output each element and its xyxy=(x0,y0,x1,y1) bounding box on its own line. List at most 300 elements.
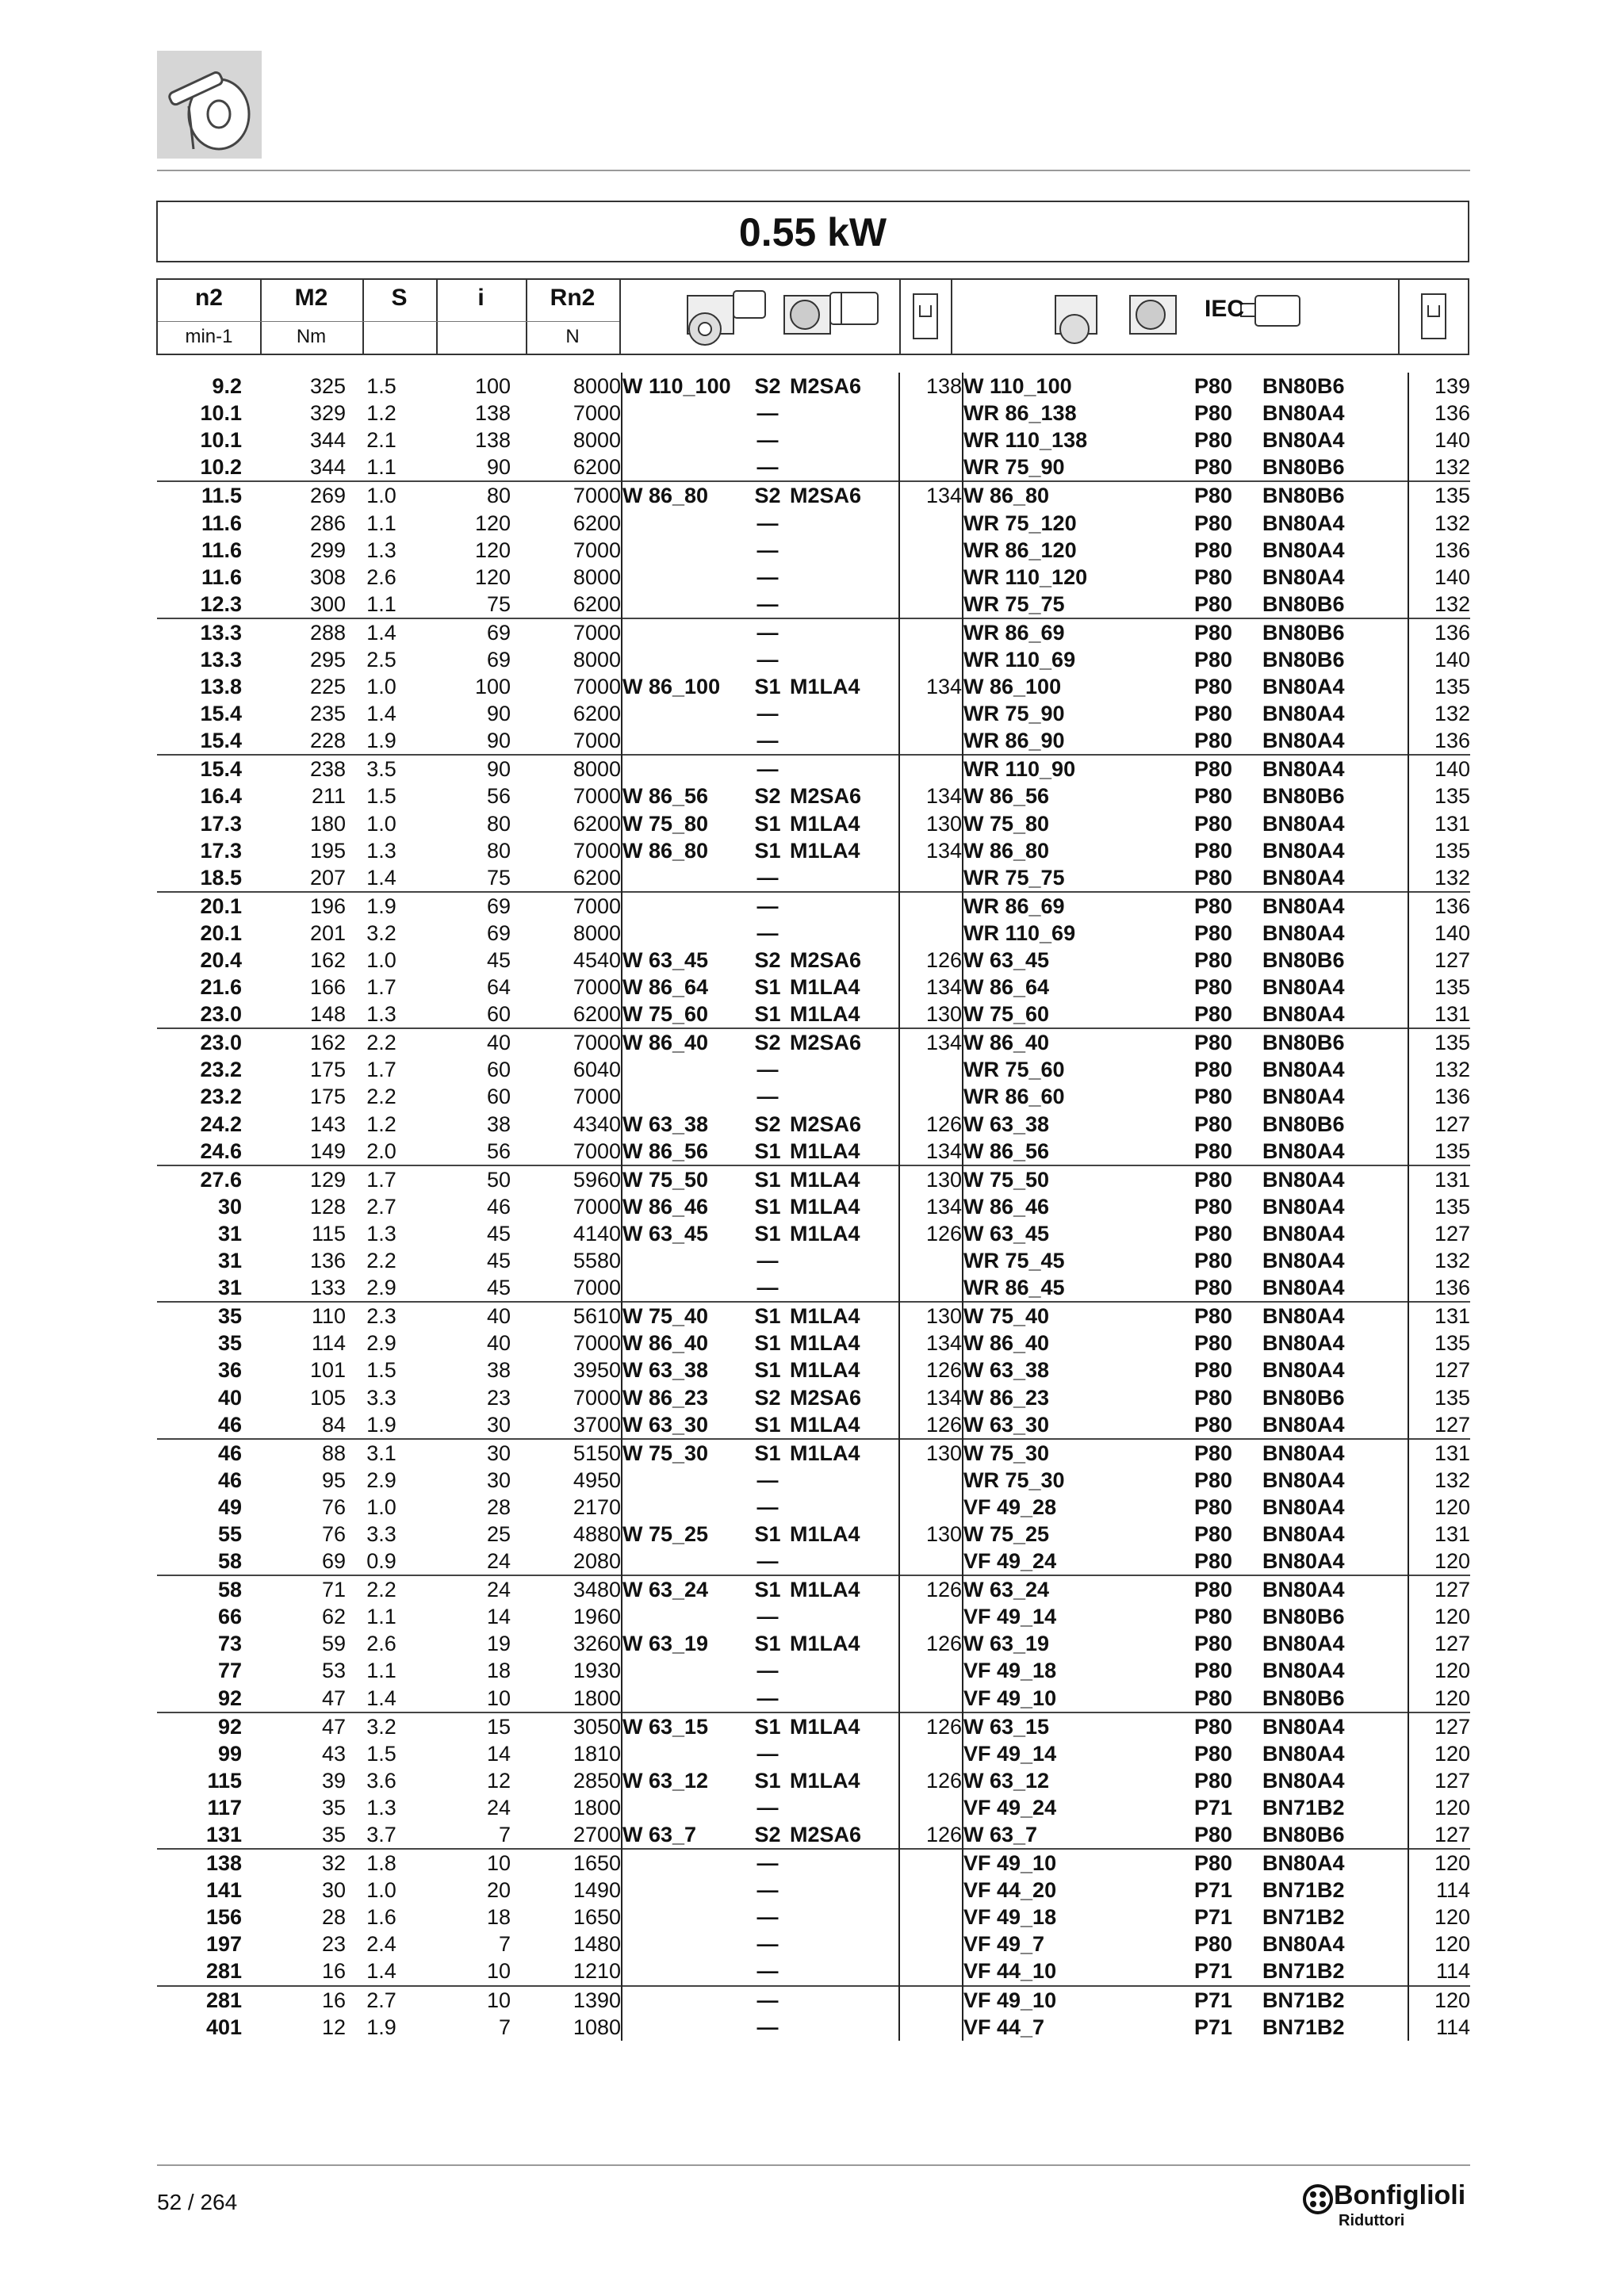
iec-flange-cell: P80 xyxy=(1194,1276,1233,1300)
gearmotor-model-cell: W 63_38 xyxy=(622,1357,745,1383)
ratio-cell: 38 xyxy=(486,1358,511,1383)
n2-cell: 156 xyxy=(205,1905,242,1930)
gearmotor-sf-cell: — xyxy=(745,1986,790,2014)
iec-flange-cell: P71 xyxy=(1194,1959,1233,1984)
radial-load-cell: 7000 xyxy=(573,1194,621,1219)
m2-cell: 84 xyxy=(321,1412,346,1437)
gearmotor-model-cell xyxy=(622,1849,745,1877)
gearmotor-page-cell: 138 xyxy=(899,373,963,400)
motor-type-cell xyxy=(790,537,899,564)
gearmotor-model-cell: W 86_56 xyxy=(622,1138,745,1165)
gearmotor-sf-cell: — xyxy=(756,729,779,753)
m2-cell: 149 xyxy=(309,1138,346,1163)
service-factor-cell: 3.6 xyxy=(366,1768,396,1793)
n2-cell: 31 xyxy=(217,1249,242,1273)
iec-model-cell: W 86_100 xyxy=(963,673,1194,700)
iec-flange-cell: P80 xyxy=(1194,1358,1233,1383)
gearmotor-page-cell xyxy=(899,727,963,755)
motor-type-cell xyxy=(790,755,899,783)
n2-cell: 23.2 xyxy=(200,1085,242,1109)
gearmotor-page-cell: 134 xyxy=(899,974,963,1001)
iec-motor-cell: BN80A4 xyxy=(1262,1549,1345,1574)
iec-flange-cell: P80 xyxy=(1194,920,1233,945)
gearmotor-model-cell xyxy=(622,1056,745,1083)
iec-flange-cell: P80 xyxy=(1194,1165,1262,1193)
table-row xyxy=(157,1986,1470,2014)
iec-flange-cell: P80 xyxy=(1194,511,1233,535)
iec-flange-cell: P80 xyxy=(1194,1575,1262,1603)
service-factor-cell: 1.5 xyxy=(366,1741,396,1766)
m2-cell: 69 xyxy=(321,1549,346,1574)
service-factor-cell: 1.1 xyxy=(366,455,396,480)
iec-page-cell: 120 xyxy=(1408,1657,1470,1684)
iec-page-cell: 135 xyxy=(1408,481,1470,509)
service-factor-cell: 1.3 xyxy=(366,1795,396,1820)
iec-flange-cell: P80 xyxy=(1194,455,1233,480)
gearmotor-page-cell xyxy=(899,1548,963,1575)
gearmotor-page-cell: 134 xyxy=(899,673,963,700)
header-s: S xyxy=(391,285,408,311)
table-row xyxy=(157,1657,1470,1684)
radial-load-cell: 7000 xyxy=(511,1028,622,1056)
service-factor-cell: 1.5 xyxy=(366,1358,396,1383)
iec-motor-cell: BN80A4 xyxy=(1262,1412,1345,1437)
ratio-cell: 30 xyxy=(486,1468,511,1492)
gearmotor-sf-cell: — xyxy=(756,2015,779,2039)
iec-model-cell: W 86_64 xyxy=(963,974,1194,1001)
iec-page-cell: 120 xyxy=(1408,1685,1470,1712)
gearmotor-model-cell: W 63_15 xyxy=(622,1712,745,1740)
service-factor-cell: 1.0 xyxy=(366,1494,396,1519)
iec-page-cell: 120 xyxy=(1408,1904,1470,1931)
table-row xyxy=(157,1357,1470,1383)
gearmotor-sf-cell: S1 xyxy=(754,838,781,863)
m2-cell: 59 xyxy=(321,1632,346,1656)
m2-cell: 23 xyxy=(321,1932,346,1957)
iec-model-cell: WR 86_90 xyxy=(963,727,1194,755)
gearmotor-model-cell: W 63_45 xyxy=(622,947,745,974)
iec-model-cell: WR 110_120 xyxy=(963,564,1194,591)
n2-cell: 197 xyxy=(205,1932,242,1957)
gearmotor-sf-cell: — xyxy=(756,1085,779,1109)
brand-subtitle: Riduttori xyxy=(1339,2212,1405,2229)
iec-flange-cell: P80 xyxy=(1194,401,1233,426)
gearmotor-sf-cell: S2 xyxy=(754,1112,781,1136)
motor-type-cell: M1LA4 xyxy=(790,811,860,836)
m2-cell: 30 xyxy=(321,1878,346,1903)
radial-load-cell: 3480 xyxy=(511,1575,622,1603)
gearmotor-page-cell xyxy=(899,2014,963,2041)
n2-cell: 13.3 xyxy=(200,647,242,672)
iec-flange-cell: P80 xyxy=(1194,1659,1233,1683)
iec-flange-cell: P80 xyxy=(1194,784,1233,809)
gearmotor-sf-cell: — xyxy=(756,455,779,480)
iec-motor-cell: BN80B6 xyxy=(1262,1823,1345,1847)
service-factor-cell: 3.5 xyxy=(346,755,417,783)
table-row xyxy=(157,1083,1470,1110)
m2-cell: 43 xyxy=(321,1741,346,1766)
motor-type-cell: M2SA6 xyxy=(790,1028,899,1056)
iec-model-cell: VF 49_24 xyxy=(963,1548,1194,1575)
n2-cell: 13.3 xyxy=(157,618,242,646)
motor-type-cell xyxy=(790,1685,899,1712)
service-factor-cell: 1.0 xyxy=(366,1878,396,1903)
radial-load-cell: 4140 xyxy=(573,1221,621,1246)
gearmotor-page-cell xyxy=(899,591,963,618)
motor-type-cell: M1LA4 xyxy=(790,1632,860,1656)
iec-flange-cell: P80 xyxy=(1194,1605,1233,1629)
iec-motor-cell: BN80B6 xyxy=(1262,374,1345,399)
gearmotor-page-cell xyxy=(899,1247,963,1274)
motor-type-cell xyxy=(790,1877,899,1904)
gearmotor-sf-cell: — xyxy=(745,618,790,646)
iec-page-cell: 120 xyxy=(1408,1849,1470,1877)
n2-cell: 16.4 xyxy=(200,784,242,809)
motor-type-cell xyxy=(790,646,899,673)
table-row xyxy=(157,481,1470,509)
table-row xyxy=(157,1575,1470,1603)
gearmotor-model-cell: W 75_25 xyxy=(622,1521,745,1548)
radial-load-cell: 6200 xyxy=(573,1002,621,1027)
iec-page-cell: 131 xyxy=(1408,1001,1470,1028)
brand-name: Bonfiglioli xyxy=(1334,2180,1466,2210)
page-number: 52 / 264 xyxy=(157,2190,238,2214)
gearmotor-sf-cell: S1 xyxy=(745,1712,790,1740)
table-row xyxy=(157,1767,1470,1794)
gearmotor-model-cell: W 75_30 xyxy=(622,1439,745,1467)
gearmotor-model-cell xyxy=(622,591,745,618)
radial-load-cell: 6200 xyxy=(573,811,621,836)
ratio-cell: 18 xyxy=(486,1905,511,1930)
iec-flange-cell: P71 xyxy=(1194,2015,1233,2039)
m2-cell: 162 xyxy=(309,948,346,973)
iec-page-cell: 132 xyxy=(1408,1056,1470,1083)
table-row xyxy=(157,1521,1470,1548)
n2-cell: 10.1 xyxy=(200,428,242,453)
m2-cell: 95 xyxy=(321,1468,346,1492)
iec-motor-cell: BN80B6 xyxy=(1262,481,1408,509)
motor-type-cell: M2SA6 xyxy=(790,481,899,509)
m2-cell: 47 xyxy=(321,1686,346,1710)
iec-flange-cell: P80 xyxy=(1194,1221,1233,1246)
ratio-cell: 80 xyxy=(417,481,511,509)
iec-flange-cell: P80 xyxy=(1194,1768,1233,1793)
gearmotor-model-cell: W 75_80 xyxy=(622,810,745,837)
iec-flange-cell: P80 xyxy=(1194,647,1233,672)
service-factor-cell: 2.3 xyxy=(346,1302,417,1330)
iec-model-cell: W 110_100 xyxy=(963,373,1194,400)
n2-cell: 18.5 xyxy=(200,865,242,890)
gearmotor-page-cell: 126 xyxy=(899,1767,963,1794)
m2-cell: 114 xyxy=(311,1331,346,1356)
ratio-cell: 50 xyxy=(417,1165,511,1193)
iec-motor-cell: BN80A4 xyxy=(1262,564,1345,589)
gearmotor-model-cell: W 63_24 xyxy=(622,1575,745,1603)
table-row xyxy=(157,864,1470,892)
motor-type-cell: M1LA4 xyxy=(790,1521,860,1546)
iec-flange-cell: P80 xyxy=(1194,1632,1233,1656)
gearmotor-model-cell: W 63_7 xyxy=(622,1821,745,1849)
gearmotor-sf-cell: — xyxy=(756,1959,779,1984)
iec-label: IEC xyxy=(1205,296,1245,322)
iec-model-cell: W 63_45 xyxy=(963,1220,1194,1247)
iec-flange-cell: P80 xyxy=(1194,755,1262,783)
iec-flange-cell: P80 xyxy=(1194,1741,1233,1766)
m2-cell: 12 xyxy=(321,2015,346,2039)
iec-motor-cell: BN80B6 xyxy=(1262,1028,1408,1056)
gearmotor-model-cell xyxy=(622,1274,745,1302)
n2-cell: 40 xyxy=(217,1385,242,1410)
gearmotor-model-cell xyxy=(622,537,745,564)
n2-cell: 92 xyxy=(217,1686,242,1710)
n2-cell: 138 xyxy=(157,1849,242,1877)
gearmotor-page-cell: 126 xyxy=(899,1411,963,1439)
iec-motor-cell: BN80A4 xyxy=(1262,729,1345,753)
iec-model-cell: VF 49_28 xyxy=(963,1494,1194,1521)
radial-load-cell: 7000 xyxy=(573,1385,621,1410)
radial-load-cell: 6200 xyxy=(573,702,621,726)
iec-page-cell: 135 xyxy=(1408,1193,1470,1220)
m2-cell: 175 xyxy=(309,1058,346,1082)
m2-cell: 228 xyxy=(309,729,346,753)
iec-model-cell: W 63_15 xyxy=(963,1712,1194,1740)
service-factor-cell: 1.9 xyxy=(346,892,417,920)
gearmotor-sf-cell: S1 xyxy=(754,1138,781,1163)
gearmotor-page-cell: 134 xyxy=(899,1193,963,1220)
service-factor-cell: 3.3 xyxy=(366,1385,396,1410)
service-factor-cell: 2.2 xyxy=(366,1085,396,1109)
iec-page-cell: 140 xyxy=(1408,920,1470,947)
gearmotor-model-cell: W 86_40 xyxy=(622,1330,745,1357)
ratio-cell: 40 xyxy=(417,1302,511,1330)
radial-load-cell: 6200 xyxy=(573,511,621,535)
n2-cell: 15.4 xyxy=(200,729,242,753)
service-factor-cell: 1.1 xyxy=(366,511,396,535)
motor-type-cell xyxy=(790,1931,899,1957)
motor-type-cell xyxy=(790,2014,899,2041)
gearmotor-model-cell: W 86_46 xyxy=(622,1193,745,1220)
m2-cell: 88 xyxy=(242,1439,346,1467)
gearmotor-page-cell: 134 xyxy=(899,1383,963,1410)
iec-motor-cell: BN80B6 xyxy=(1262,647,1345,672)
iec-page-cell: 136 xyxy=(1408,727,1470,755)
ratio-cell: 10 xyxy=(417,1849,511,1877)
gearmotor-sf-cell: S1 xyxy=(754,1768,781,1793)
motor-type-cell xyxy=(790,564,899,591)
ratio-cell: 80 xyxy=(486,838,511,863)
ratio-cell: 90 xyxy=(486,729,511,753)
iec-model-cell: WR 110_138 xyxy=(963,427,1194,453)
m2-cell: 76 xyxy=(321,1521,346,1546)
n2-cell: 35 xyxy=(157,1302,242,1330)
iec-motor-cell: BN80A4 xyxy=(1262,1221,1345,1246)
iec-model-cell: VF 49_18 xyxy=(963,1904,1194,1931)
motor-type-cell xyxy=(790,1986,899,2014)
gearmotor-sf-cell: — xyxy=(756,564,779,589)
n2-cell: 58 xyxy=(217,1549,242,1574)
gearmotor-sf-cell: — xyxy=(756,1659,779,1683)
motor-type-cell: M2SA6 xyxy=(790,374,862,399)
iec-motor-cell: BN80A4 xyxy=(1262,1358,1345,1383)
iec-flange-cell: P71 xyxy=(1194,1878,1233,1903)
n2-cell: 92 xyxy=(157,1712,242,1740)
m2-cell: 329 xyxy=(309,401,346,426)
motor-type-cell: M2SA6 xyxy=(790,1112,862,1136)
radial-load-cell: 7000 xyxy=(573,1276,621,1300)
n2-cell: 77 xyxy=(217,1659,242,1683)
iec-flange-cell: P80 xyxy=(1194,1112,1233,1136)
gearmotor-page-cell xyxy=(899,892,963,920)
radial-load-cell: 8000 xyxy=(573,374,621,399)
motor-type-cell: M1LA4 xyxy=(790,675,860,699)
table-row xyxy=(157,1193,1470,1220)
gearmotor-page-cell: 130 xyxy=(899,1302,963,1330)
service-factor-cell: 1.4 xyxy=(366,1686,396,1710)
page-ref-icon xyxy=(1398,280,1469,354)
table-row xyxy=(157,700,1470,727)
iec-page-cell: 127 xyxy=(1408,1220,1470,1247)
n2-cell: 23.2 xyxy=(200,1058,242,1082)
gearmotor-model-cell xyxy=(622,1877,745,1904)
iec-model-cell: WR 75_30 xyxy=(963,1467,1194,1494)
m2-cell: 115 xyxy=(311,1221,346,1246)
n2-cell: 24.2 xyxy=(200,1112,242,1136)
iec-page-cell: 140 xyxy=(1408,646,1470,673)
iec-page-cell: 135 xyxy=(1408,673,1470,700)
iec-page-cell: 135 xyxy=(1408,1383,1470,1410)
iec-page-cell: 135 xyxy=(1408,1330,1470,1357)
iec-motor-cell: BN80A4 xyxy=(1262,755,1408,783)
iec-page-cell: 120 xyxy=(1408,1986,1470,2014)
motor-type-cell xyxy=(790,1603,899,1630)
ratio-cell: 28 xyxy=(486,1494,511,1519)
gearmotor-sf-cell: — xyxy=(756,1549,779,1574)
gearmotor-model-cell: W 86_56 xyxy=(622,783,745,809)
table-row xyxy=(157,646,1470,673)
gearmotor-page-cell xyxy=(899,646,963,673)
ratio-cell: 120 xyxy=(474,538,511,562)
iec-model-cell: VF 49_7 xyxy=(963,1931,1194,1957)
m2-cell: 300 xyxy=(309,591,346,616)
gearmotor-model-cell xyxy=(622,1657,745,1684)
table-row xyxy=(157,1904,1470,1931)
table-row xyxy=(157,1056,1470,1083)
radial-load-cell: 7000 xyxy=(573,838,621,863)
iec-flange-cell: P80 xyxy=(1194,1932,1233,1957)
gearmotor-model-cell xyxy=(622,892,745,920)
radial-load-cell: 5150 xyxy=(511,1439,622,1467)
iec-motor-cell: BN80A4 xyxy=(1262,1521,1345,1546)
gearmotor-selection-table xyxy=(157,373,1470,2041)
service-factor-cell: 1.4 xyxy=(366,865,396,890)
top-rule xyxy=(157,170,1470,171)
m2-cell: 344 xyxy=(309,428,346,453)
iec-flange-cell: P80 xyxy=(1194,481,1262,509)
iec-flange-cell: P80 xyxy=(1194,1521,1233,1546)
radial-load-cell: 7000 xyxy=(573,538,621,562)
gearmotor-sf-cell: — xyxy=(756,1058,779,1082)
service-factor-cell: 1.5 xyxy=(366,784,396,809)
gearmotor-model-cell xyxy=(622,864,745,892)
ratio-cell: 75 xyxy=(486,591,511,616)
iec-model-cell: W 75_40 xyxy=(963,1302,1194,1330)
service-factor-cell: 2.2 xyxy=(346,1028,417,1056)
gearmotor-page-cell: 130 xyxy=(899,1165,963,1193)
n2-cell: 117 xyxy=(207,1795,242,1820)
gearmotor-model-cell xyxy=(622,1931,745,1957)
iec-motor-cell: BN80A4 xyxy=(1262,538,1345,562)
iec-motor-cell: BN80A4 xyxy=(1262,1494,1345,1519)
iec-page-cell: 120 xyxy=(1408,1794,1470,1821)
n2-cell: 20.1 xyxy=(200,920,242,945)
m2-cell: 235 xyxy=(309,702,346,726)
m2-cell: 76 xyxy=(321,1494,346,1519)
gearmotor-sf-cell: S2 xyxy=(754,948,781,973)
motor-type-cell xyxy=(790,509,899,536)
motor-type-cell xyxy=(790,1494,899,1521)
iec-flange-cell: P80 xyxy=(1194,702,1233,726)
iec-motor-cell: BN80B6 xyxy=(1262,1605,1345,1629)
motor-type-cell: M2SA6 xyxy=(790,1385,862,1410)
ratio-cell: 45 xyxy=(486,1276,511,1300)
iec-page-cell: 127 xyxy=(1408,1767,1470,1794)
motor-type-cell: M1LA4 xyxy=(790,1412,860,1437)
iec-model-cell: WR 75_75 xyxy=(963,591,1194,618)
iec-model-cell: W 63_24 xyxy=(963,1575,1194,1603)
n2-cell: 281 xyxy=(205,1959,242,1984)
gearmotor-sf-cell: — xyxy=(756,1686,779,1710)
gearmotor-page-cell xyxy=(899,1986,963,2014)
m2-cell: 175 xyxy=(309,1085,346,1109)
table-row xyxy=(157,1383,1470,1410)
m2-cell: 225 xyxy=(309,675,346,699)
table-row xyxy=(157,673,1470,700)
service-factor-cell: 1.3 xyxy=(366,838,396,863)
gearmotor-sf-cell: — xyxy=(756,1795,779,1820)
iec-model-cell: WR 86_69 xyxy=(963,618,1194,646)
iec-flange-cell: P80 xyxy=(1194,538,1233,562)
n2-cell: 15.4 xyxy=(157,755,242,783)
table-row xyxy=(157,1220,1470,1247)
iec-page-cell: 131 xyxy=(1408,1165,1470,1193)
iec-page-cell: 114 xyxy=(1408,1877,1470,1904)
m2-cell: 53 xyxy=(321,1659,346,1683)
ratio-cell: 40 xyxy=(486,1331,511,1356)
iec-flange-cell: P80 xyxy=(1194,564,1233,589)
radial-load-cell: 1210 xyxy=(573,1959,621,1984)
motor-type-cell: M2SA6 xyxy=(790,1823,862,1847)
gearbox-product-icon xyxy=(157,51,262,159)
radial-load-cell: 1480 xyxy=(573,1932,621,1957)
gearmotor-sf-cell: S1 xyxy=(745,1575,790,1603)
iec-motor-cell: BN80A4 xyxy=(1262,1138,1345,1163)
service-factor-cell: 1.7 xyxy=(366,975,396,1000)
radial-load-cell: 1650 xyxy=(511,1849,622,1877)
table-row xyxy=(157,1467,1470,1494)
n2-cell: 20.1 xyxy=(157,892,242,920)
service-factor-cell: 1.1 xyxy=(366,1659,396,1683)
table-row xyxy=(157,2014,1470,2041)
gearmotor-page-cell: 126 xyxy=(899,1220,963,1247)
gearmotor-sf-cell: — xyxy=(756,538,779,562)
iec-motor-cell: BN80A4 xyxy=(1262,401,1345,426)
service-factor-cell: 1.3 xyxy=(366,538,396,562)
ratio-cell: 46 xyxy=(486,1194,511,1219)
radial-load-cell: 6200 xyxy=(573,455,621,480)
n2-cell: 66 xyxy=(217,1605,242,1629)
iec-model-cell: W 75_25 xyxy=(963,1521,1194,1548)
gearmotor-sf-cell: S2 xyxy=(754,1385,781,1410)
